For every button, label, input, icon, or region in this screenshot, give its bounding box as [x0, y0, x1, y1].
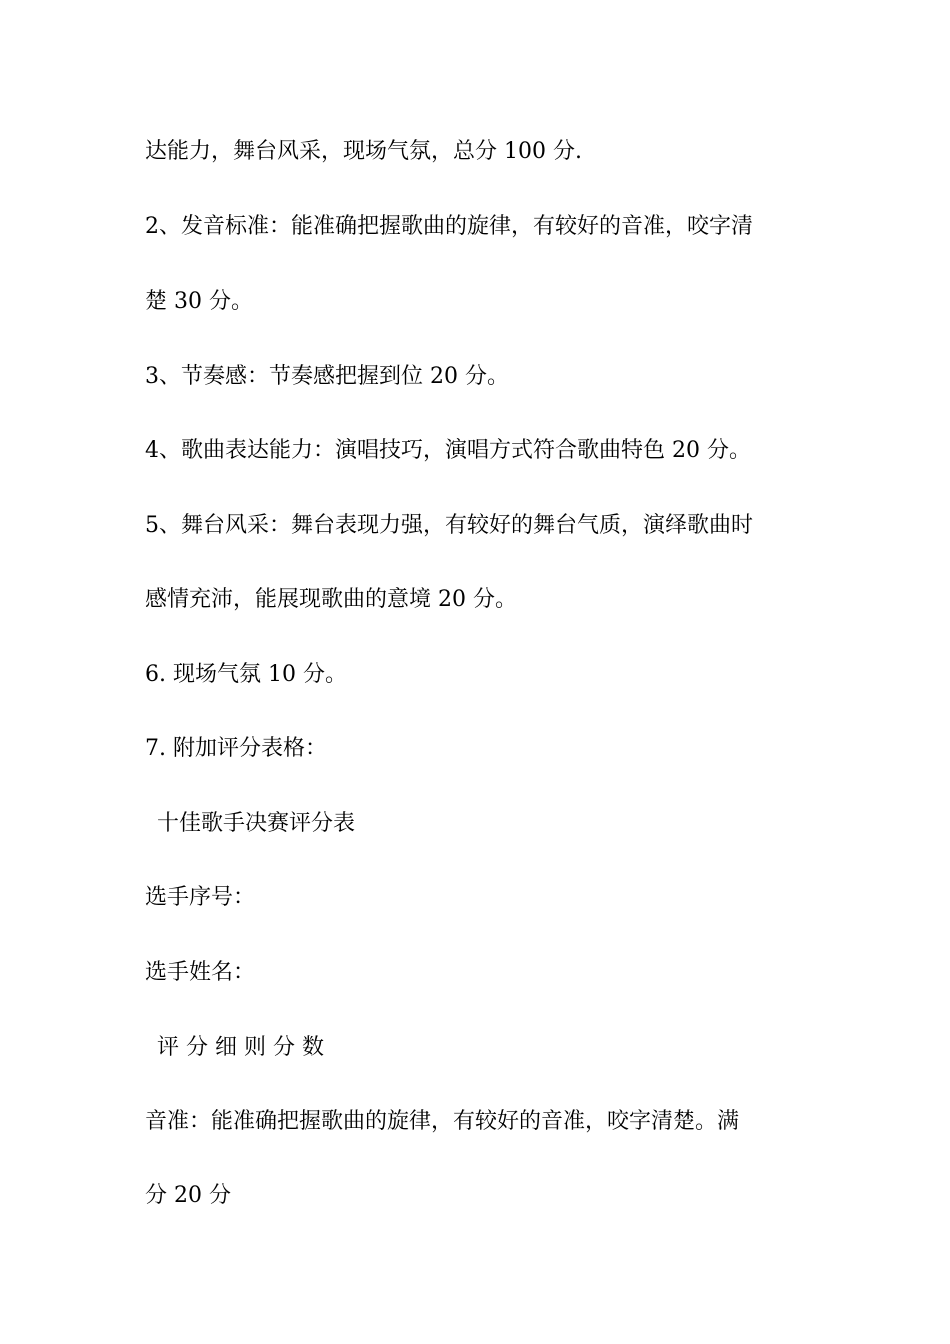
text-line-item-4: 4、歌曲表达能力：演唱技巧，演唱方式符合歌曲特色 20 分。 [145, 438, 751, 463]
criteria-pitch-score: 分 20 分 [145, 1183, 231, 1208]
text-line-item-5-cont: 感情充沛，能展现歌曲的意境 20 分。 [145, 587, 517, 612]
criteria-pitch-line: 音准：能准确把握歌曲的旋律，有较好的音准，咬字清楚。满 [145, 1109, 740, 1134]
text-line-intro: 达能力，舞台风采，现场气氛，总分 100 分. [145, 139, 582, 164]
score-table-header: 评 分 细 则 分 数 [157, 1035, 324, 1060]
text-line-item-7: 7. 附加评分表格： [145, 736, 327, 761]
score-table-title: 十佳歌手决赛评分表 [157, 811, 356, 836]
text-line-item-6: 6. 现场气氛 10 分。 [145, 662, 347, 687]
text-line-item-2: 2、发音标准：能准确把握歌曲的旋律，有较好的音准，咬字清 [145, 214, 753, 239]
contestant-name-label: 选手姓名： [145, 960, 256, 985]
text-line-item-3: 3、节奏感：节奏感把握到位 20 分。 [145, 364, 509, 389]
contestant-number-label: 选手序号： [145, 885, 256, 910]
text-line-item-2-cont: 楚 30 分。 [145, 289, 253, 314]
text-line-item-5: 5、舞台风采：舞台表现力强，有较好的舞台气质，演绎歌曲时 [145, 513, 753, 538]
